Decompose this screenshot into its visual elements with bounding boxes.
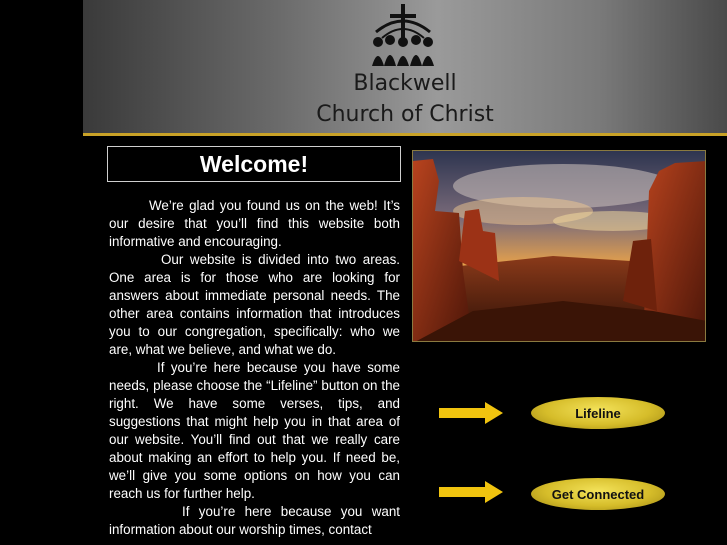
lifeline-button[interactable]: Lifeline [531, 397, 665, 429]
get-connected-arrow-icon [439, 481, 503, 503]
lifeline-arrow-icon [439, 402, 503, 424]
welcome-heading: Welcome! [199, 150, 309, 177]
site-title [300, 68, 510, 130]
welcome-paragraph-4: If you’re here because you want information about our worship times, contact [109, 504, 400, 537]
welcome-body [109, 197, 400, 539]
welcome-paragraph-3: If you’re here because you have some needs, please choose the “Lifeline” button on the right. We have some verses, tips, and suggestions that might help you in that area of our website. You’ll find out that we really care about making an effort to help you. If need be, we’ll give you some options on how you can reach us for further help. [109, 360, 400, 501]
left-margin [0, 0, 83, 545]
welcome-paragraph-2: Our website is divided into two areas. One area is for those who are looking for answers about immediate personal needs. The other area contains information that introduces you to our congregation, specifically: who we are, what we believe, and what we do. [109, 252, 400, 357]
site-title-line1: Blackwell [353, 71, 457, 96]
canyon-sunset-image [413, 151, 706, 342]
get-connected-button[interactable]: Get Connected [531, 478, 665, 510]
church-logo-icon [368, 2, 438, 68]
welcome-heading-box [107, 146, 401, 182]
welcome-paragraph-1: We’re glad you found us on the web! It’s our desire that you’ll find this website both informative and encouraging. [109, 198, 400, 249]
canyon-sunset-photo [412, 150, 706, 342]
site-title-line2: Church of Christ [316, 102, 494, 127]
